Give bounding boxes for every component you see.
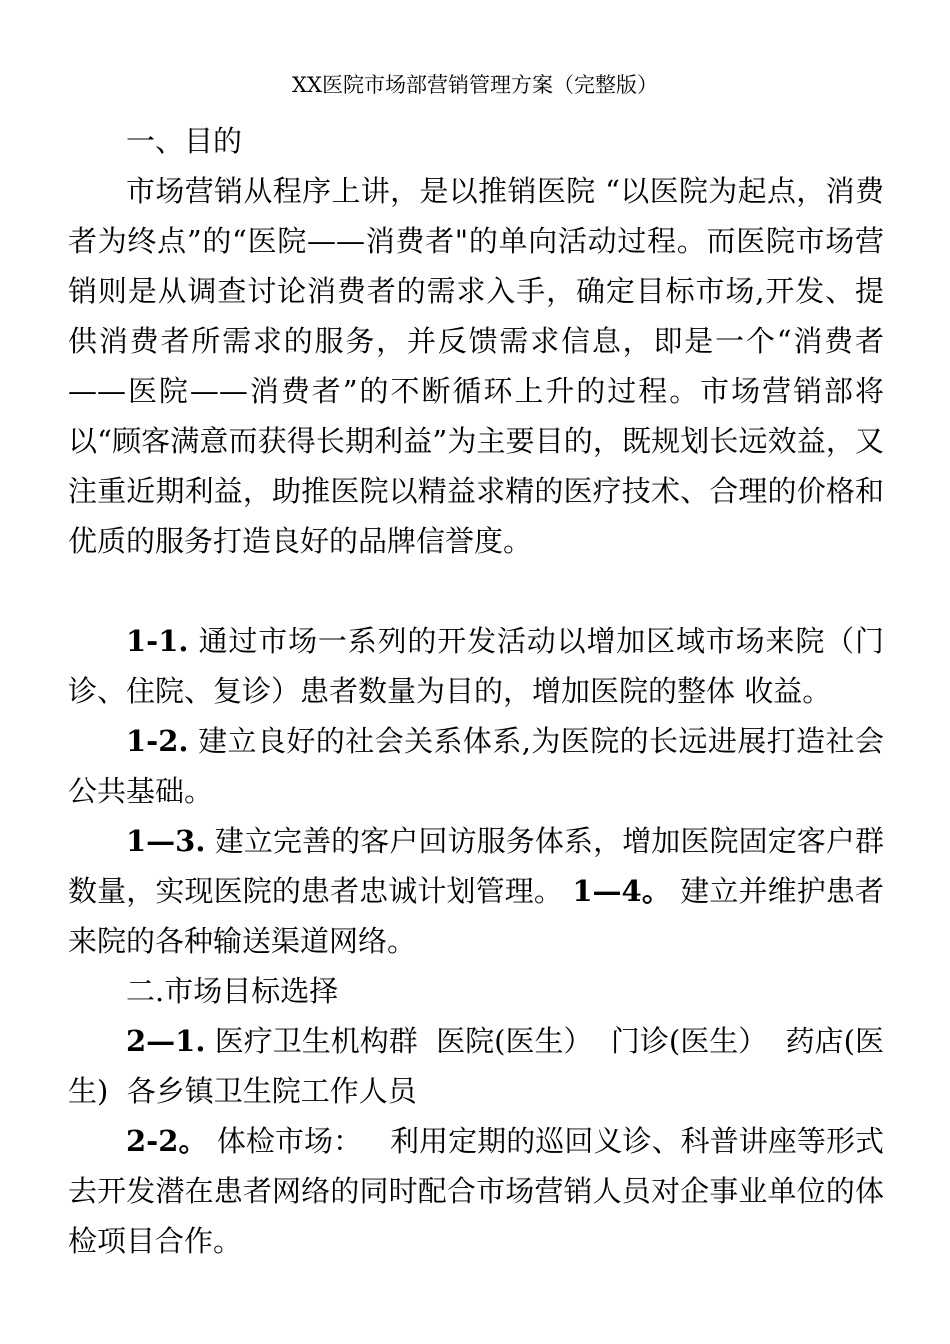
list-item-2-1 bbox=[68, 1016, 884, 1116]
item-number: 1-2. bbox=[126, 724, 189, 758]
item-text: 建立并维护患者来院的各种输送渠道网络。 bbox=[68, 874, 884, 958]
document-body bbox=[68, 116, 884, 1266]
item-number: 1-1. bbox=[126, 624, 189, 658]
list-item-1-1 bbox=[68, 616, 884, 716]
item-text: 体检市场： 利用定期的巡回义诊、科普讲座等形式去开发潜在患者网络的同时配合市场营销人员对企事业单位的体检项目合作。 bbox=[68, 1124, 885, 1258]
item-number: 2—1. bbox=[126, 1024, 206, 1058]
section-heading-purpose: 一、目的 bbox=[126, 124, 243, 158]
section-heading-market-targets: 二.市场目标选择 bbox=[126, 974, 339, 1008]
item-number: 1—3. bbox=[126, 824, 206, 858]
intro-paragraph: 市场营销从程序上讲，是以推销医院 “以医院为起点，消费者为终点”的“医院——消费者"的单向活动过程。而医院市场营销则是从调查讨论消费者的需求入手，确定目标市场,开发、提供消费者所需求的服务，并反馈需求信息，即是一个“消费者——医院——消费者”的不断循环上升的过程。市场营销部将以“顾客满意而获得长期利益”为主要目的，既规划长远效益，又注重近期利益，助推医院以精益求精的医疗技术、合理的价格和优质的服务打造良好的品牌信誉度。 bbox=[68, 174, 884, 558]
list-item-1-2 bbox=[68, 716, 884, 816]
item-text: 通过市场一系列的开发活动以增加区域市场来院（门诊、住院、复诊）患者数量为目的，增加医院的整体 收益。 bbox=[68, 624, 884, 708]
item-number: 2-2。 bbox=[126, 1124, 208, 1158]
item-text: 医疗卫生机构群 医院(医生） 门诊(医生） 药店(医生) 各乡镇卫生院工作人员 bbox=[68, 1024, 885, 1108]
list-item-1-3 bbox=[68, 816, 884, 966]
item-text: 建立完善的客户回访服务体系，增加医院固定客户群数量，实现医院的患者忠诚计划管理。 bbox=[68, 824, 884, 908]
list-item-2-2 bbox=[68, 1116, 884, 1266]
document-title: XX医院市场部营销管理方案（完整版） bbox=[292, 73, 658, 97]
item-text: 建立良好的社会关系体系,为医院的长远进展打造社会公共基础。 bbox=[68, 724, 884, 808]
item-number: 1—4。 bbox=[572, 874, 671, 908]
